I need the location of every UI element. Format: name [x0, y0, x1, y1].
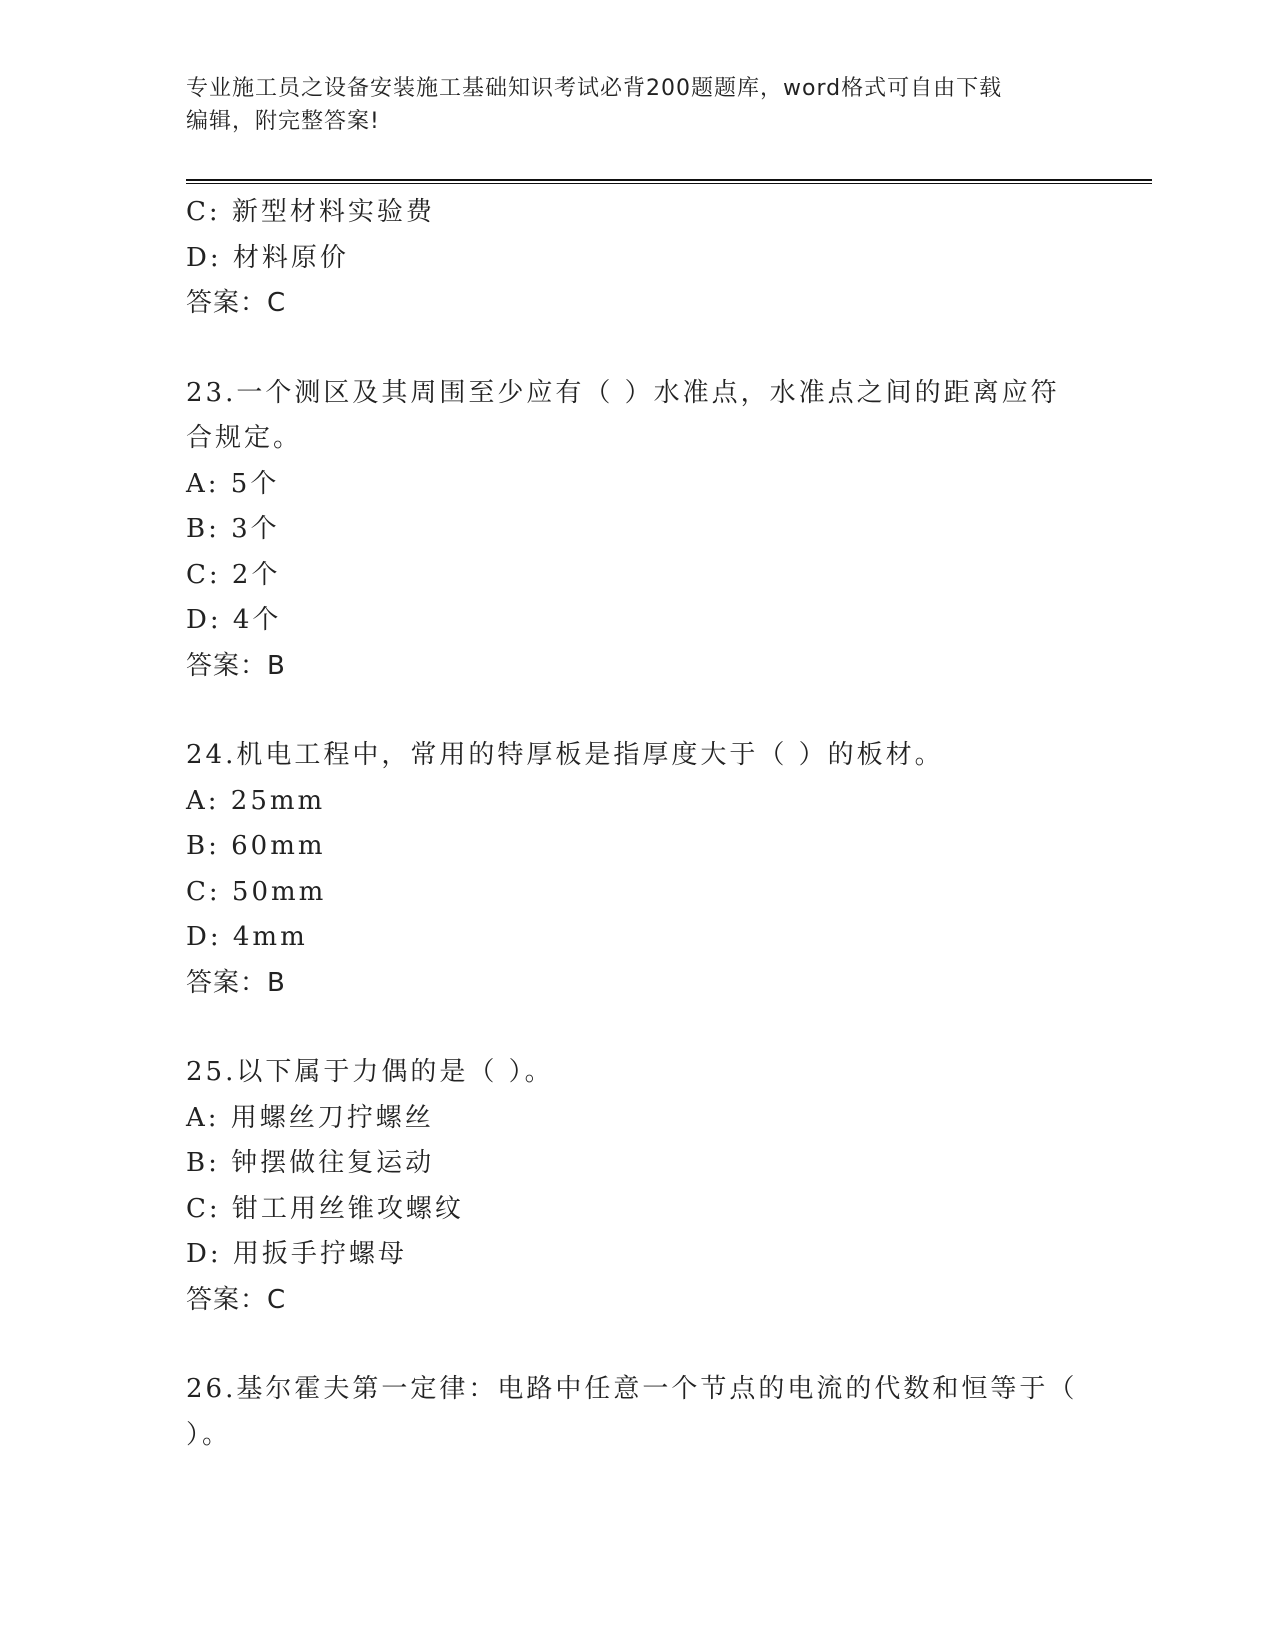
question-content	[186, 190, 1146, 1458]
option-b: B: 60mm	[186, 831, 326, 861]
option-c: C: 新型材料实验费	[186, 197, 435, 227]
question-text: 25.以下属于力偶的是（ ）。	[186, 1057, 554, 1087]
question-26	[186, 1367, 1146, 1458]
option-c: C: 2个	[186, 559, 281, 590]
option-d: D: 用扳手拧螺母	[186, 1239, 407, 1269]
question-text-cont: 合规定。	[186, 423, 303, 453]
document-header	[186, 72, 1066, 138]
option-c: C: 钳工用丝锥攻螺纹	[186, 1193, 464, 1224]
header-divider	[186, 179, 1152, 184]
option-b: B: 钟摆做往复运动	[186, 1148, 435, 1178]
question-text: 23.一个测区及其周围至少应有（ ）水准点，水准点之间的距离应符	[186, 377, 1060, 408]
option-d: D: 4mm	[186, 922, 308, 952]
spacer	[186, 1006, 1146, 1050]
header-line-1: 专业施工员之设备安装施工基础知识考试必背200题题库，word格式可自由下载	[186, 76, 1003, 101]
spacer	[186, 1323, 1146, 1367]
answer-line: 答案：B	[186, 967, 286, 998]
header-line-2: 编辑，附完整答案!	[186, 109, 380, 134]
answer-line: 答案：B	[186, 650, 286, 681]
option-d: D: 材料原价	[186, 242, 349, 273]
option-a: A: 5个	[186, 468, 280, 499]
option-b: B: 3个	[186, 514, 280, 544]
option-d: D: 4个	[186, 605, 282, 635]
option-a: A: 用螺丝刀拧螺丝	[186, 1102, 434, 1133]
answer-line: 答案：C	[186, 288, 287, 318]
question-text-cont: ）。	[186, 1419, 232, 1450]
question-24	[186, 733, 1146, 1006]
question-25	[186, 1050, 1146, 1323]
question-23	[186, 371, 1146, 690]
spacer	[186, 327, 1146, 371]
option-c: C: 50mm	[186, 876, 327, 907]
spacer	[186, 689, 1146, 733]
answer-line: 答案：C	[186, 1284, 287, 1315]
option-a: A: 25mm	[186, 785, 326, 816]
question-text: 24.机电工程中，常用的特厚板是指厚度大于（ ）的板材。	[186, 740, 944, 770]
question-text: 26.基尔霍夫第一定律：电路中任意一个节点的电流的代数和恒等于（	[186, 1374, 1078, 1404]
question-22-tail	[186, 190, 1146, 327]
